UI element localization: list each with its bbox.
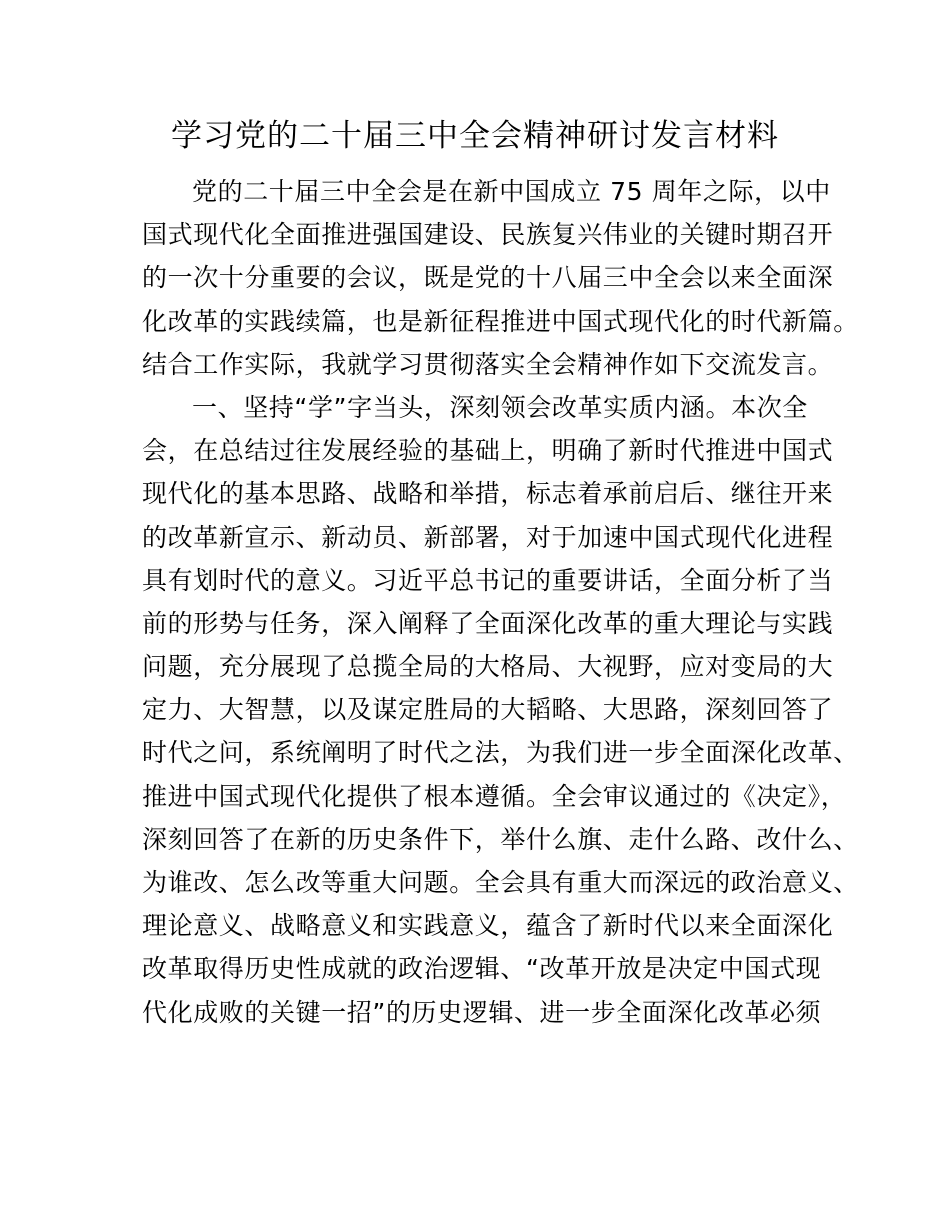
- text-line: 会，在总结过往发展经验的基础上，明确了新时代推进中国式: [142, 436, 834, 466]
- text-line: 深刻回答了在新的历史条件下，举什么旗、走什么路、改什么、: [142, 824, 859, 854]
- text-line: 改革取得历史性成就的政治逻辑、“改革开放是决定中国式现: [142, 954, 822, 984]
- text-line: 现代化的基本思路、战略和举措，标志着承前启后、继往开来: [142, 479, 834, 509]
- document-title: 学习党的二十届三中全会精神研讨发言材料: [171, 118, 779, 154]
- text-line: 国式现代化全面推进强国建设、民族复兴伟业的关键时期召开: [142, 220, 834, 250]
- paragraph-intro: [142, 170, 859, 386]
- text-line: 的改革新宣示、新动员、新部署，对于加速中国式现代化进程: [142, 522, 834, 552]
- text-line: 结合工作实际，我就学习贯彻落实全会精神作如下交流发言。: [142, 349, 834, 379]
- text-line: 党的二十届三中全会是在新中国成立 75 周年之际，以中: [192, 177, 831, 206]
- text-line: 时代之问，系统阐明了时代之法，为我们进一步全面深化改革、: [142, 738, 859, 768]
- text-line: 一、坚持“学”字当头，深刻领会改革实质内涵。本次全: [192, 392, 808, 422]
- text-line: 定力、大智慧，以及谋定胜局的大韬略、大思路，深刻回答了: [142, 695, 834, 725]
- text-line: 理论意义、战略意义和实践意义，蕴含了新时代以来全面深化: [142, 911, 834, 941]
- text-line: 问题，充分展现了总揽全局的大格局、大视野，应对变局的大: [142, 652, 834, 682]
- text-line: 推进中国式现代化提供了根本遵循。全会审议通过的《决定》，: [142, 781, 847, 811]
- text-line: 为谁改、怎么改等重大问题。全会具有重大而深远的政治意义、: [142, 868, 859, 897]
- text-line: 前的形势与任务，深入阐释了全面深化改革的重大理论与实践: [142, 608, 834, 638]
- text-line: 化改革的实践续篇，也是新征程推进中国式现代化的时代新篇。: [142, 306, 859, 336]
- document-body: [142, 170, 859, 1034]
- text-line: 代化成败的关键一招”的历史逻辑、进一步全面深化改革必须: [142, 997, 822, 1027]
- paragraph-section-one: [142, 386, 859, 1034]
- text-line: 的一次十分重要的会议，既是党的十八届三中全会以来全面深: [142, 263, 834, 293]
- text-line: 具有划时代的意义。习近平总书记的重要讲话，全面分析了当: [142, 565, 834, 595]
